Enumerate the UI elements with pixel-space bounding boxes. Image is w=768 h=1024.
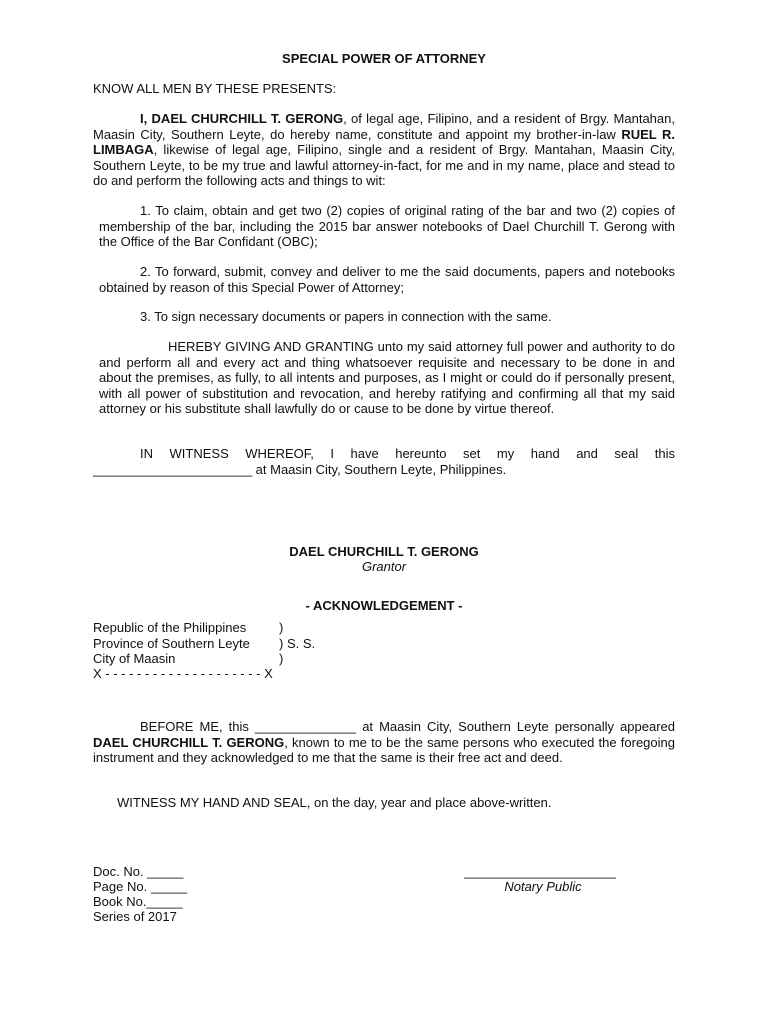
venue-country: Republic of the Philippines bbox=[93, 620, 247, 635]
page-no: Page No. _____ bbox=[93, 879, 187, 894]
grantor-role: Grantor bbox=[361, 559, 407, 574]
list-item-3: 3. To sign necessary documents or papers in connection with the same. bbox=[140, 309, 552, 324]
acknowledgement-title: - ACKNOWLEDGEMENT - bbox=[305, 598, 463, 613]
witness-hand-seal: WITNESS MY HAND AND SEAL, on the day, year and place above-written. bbox=[117, 795, 552, 810]
paragraph-appointment: I, DAEL CHURCHILL T. GERONG, of legal age, Filipino, and a resident of Brgy. Mantahan, Maasin City, Southern Leyte, do hereby name, constitute and appoint my brother-in-law RUEL R. LIMBAGA, likewise of legal age, Filipino, single and a resident of Brgy. Mantahan, Maasin City, Southern Leyte, to be my true and lawful attorney-in-fact, for me and in my name, place and stead to do and perform the following acts and things to wit: bbox=[93, 111, 676, 188]
venue-city: City of Maasin bbox=[93, 651, 176, 666]
doc-no: Doc. No. _____ bbox=[93, 864, 184, 879]
list-item-2: 2. To forward, submit, convey and deliver to me the said documents, papers and notebooks obtained by reason of this Special Power of Attorney; bbox=[99, 264, 675, 295]
venue-separator: X - - - - - - - - - - - - - - - - - - - - X bbox=[93, 666, 273, 681]
notary-signature-line: _____________________ bbox=[464, 864, 616, 879]
document-title: SPECIAL POWER OF ATTORNEY bbox=[282, 51, 486, 66]
venue-paren-1: ) bbox=[279, 620, 284, 635]
grantor-name: DAEL CHURCHILL T. GERONG bbox=[289, 544, 479, 559]
venue-ss: ) S. S. bbox=[279, 636, 316, 651]
series-year: Series of 2017 bbox=[93, 909, 177, 924]
venue-province: Province of Southern Leyte bbox=[93, 636, 250, 651]
venue-paren-3: ) bbox=[279, 651, 284, 666]
paragraph-in-witness: IN WITNESS WHEREOF, I have hereunto set my hand and seal this ______________________ at Maasin City, Southern Leyte, Philippines. bbox=[93, 446, 675, 477]
intro-line: KNOW ALL MEN BY THESE PRESENTS: bbox=[93, 81, 337, 96]
notary-public-label: Notary Public bbox=[504, 879, 582, 894]
paragraph-before-me: BEFORE ME, this ______________ at Maasin City, Southern Leyte personally appeared DAEL CHURCHILL T. GERONG, known to me to be the same persons who executed the foregoing instrument and they acknowledged to me that the same is their free act and deed. bbox=[93, 719, 675, 765]
book-no: Book No._____ bbox=[93, 894, 183, 909]
list-item-1: 1. To claim, obtain and get two (2) copies of original rating of the bar and two (2) copies of membership of the bar, including the 2015 bar answer notebooks of Dael Churchill T. Gerong with the Office of the Bar Confidant (OBC); bbox=[99, 203, 675, 249]
paragraph-grant-of-authority: HEREBY GIVING AND GRANTING unto my said attorney full power and authority to do and perform all and every act and thing whatsoever requisite and necessary to be done in and about the premises, as fully, to all intents and purposes, as I might or could do if personally present, with all power of substitution and revocation, and hereby ratifying and confirming all that my said attorney or his substitute shall lawfully do or cause to be done by virtue thereof. bbox=[99, 339, 675, 416]
